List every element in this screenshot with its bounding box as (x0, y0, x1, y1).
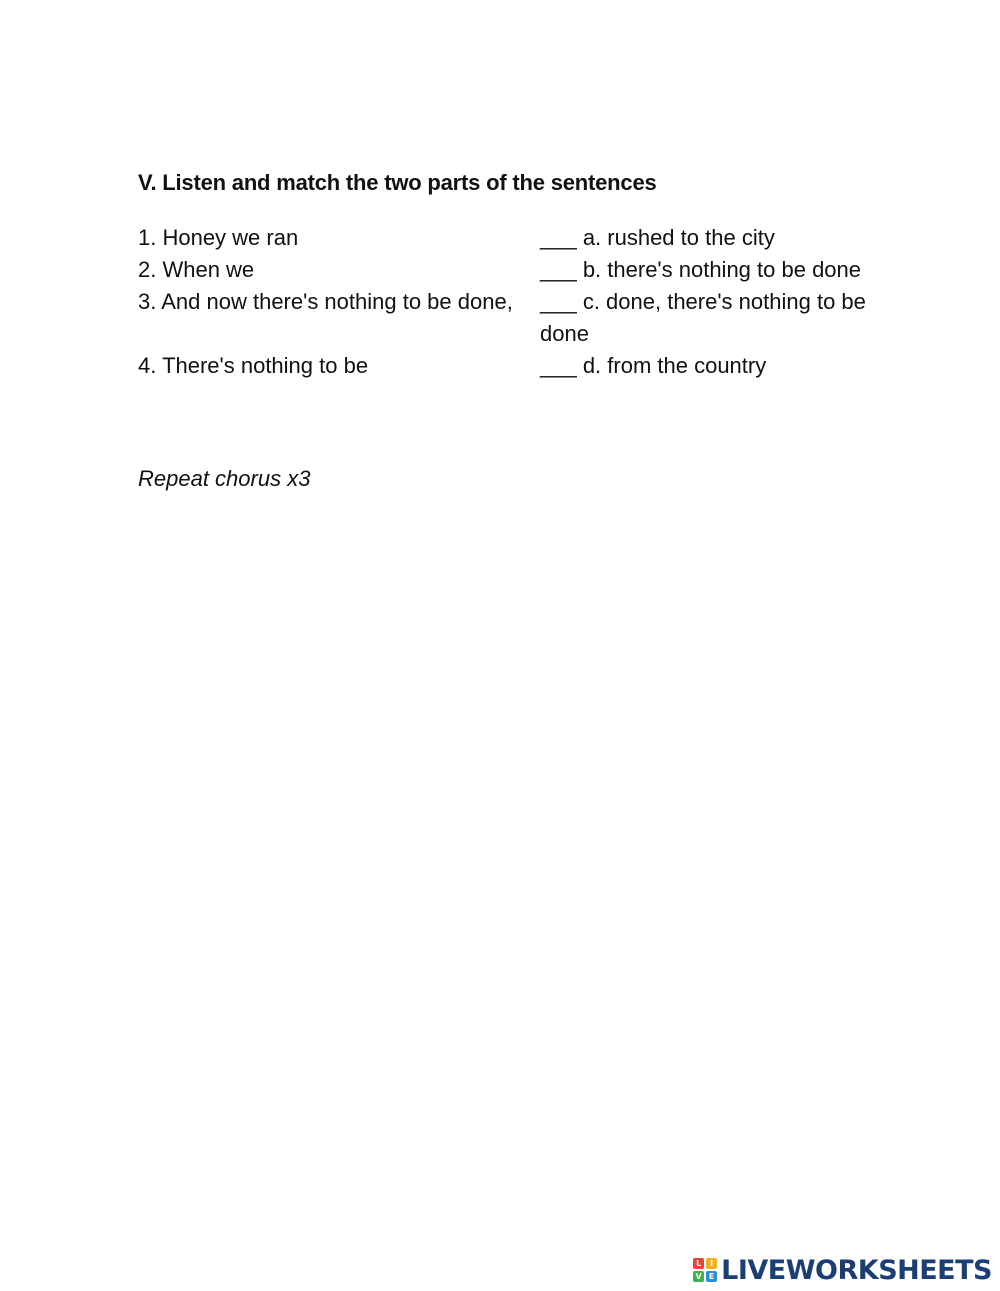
section-heading: V. Listen and match the two parts of the sentences (138, 170, 657, 195)
sentence-end-b: ___ b. there's nothing to be done (540, 257, 862, 282)
logo-letter-e: E (706, 1271, 717, 1282)
sentence-start-2: 2. When we (138, 257, 255, 282)
sentence-start-4: 4. There's nothing to be (138, 353, 369, 378)
sentence-start-1: 1. Honey we ran (138, 225, 299, 250)
liveworksheets-logo (693, 1252, 992, 1288)
match-row-1 (138, 222, 878, 254)
match-row-2 (138, 254, 878, 286)
sentence-end-d: ___ d. from the country (540, 353, 767, 378)
match-row-4 (138, 350, 878, 382)
logo-letter-l: L (693, 1258, 704, 1269)
sentence-end-a: ___ a. rushed to the city (540, 225, 775, 250)
logo-letter-v: V (693, 1271, 704, 1282)
matching-table (138, 222, 878, 382)
match-row-3 (138, 286, 878, 350)
logo-letter-i: I (706, 1258, 717, 1269)
sentence-start-3: 3. And now there's nothing to be done, (138, 289, 513, 314)
brand-wordmark: LIVEWORKSHEETS (721, 1254, 992, 1286)
brand-logo-icon (693, 1258, 717, 1282)
repeat-chorus-note: Repeat chorus x3 (138, 466, 311, 491)
sentence-end-c: ___ c. done, there's nothing to be done (540, 289, 866, 346)
